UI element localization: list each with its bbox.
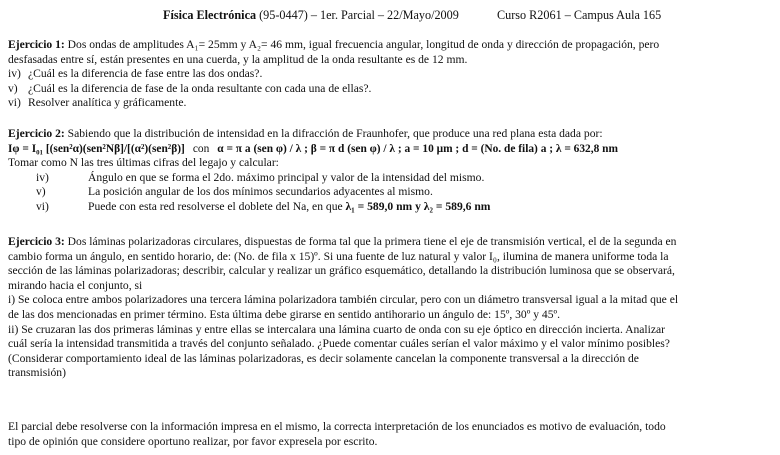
course-room: Curso R2061 – Campus Aula 165 bbox=[497, 8, 662, 22]
exercise-2-item bbox=[8, 185, 774, 200]
footer-line-1: El parcial debe resolverse con la información impresa en el mismo, la correcta interpretación de los enunciados es motivo de evaluación, todo bbox=[8, 420, 666, 433]
exercise-3-part-i-line-2: de las dos mencionadas en primer término. Esta última debe girarse en sentido antihorario un ángulo de: 15º, 30º y 45º. bbox=[8, 307, 561, 321]
item-text: Resolver analítica y gráficamente. bbox=[28, 96, 187, 110]
formula-intensity: Iφ = I₀₁ [(sen²α)(sen²Nβ]/[(α²)(sen²β)] bbox=[8, 142, 185, 155]
item-number: vi) bbox=[8, 96, 21, 110]
item-number: v) bbox=[8, 81, 18, 95]
item-number: v) bbox=[36, 185, 46, 199]
exercise-3-part-ii-line-3: (Considerar comportamiento ideal de las láminas polarizadoras, es decir solamente cancelan la componente transversal a la dirección de bbox=[8, 351, 639, 365]
exercise-3-intro: Dos láminas polarizadoras circulares, dispuestas de forma tal que la primera tiene el eje de transmisión vertical, el de la segunda en bbox=[64, 235, 677, 248]
exercise-3-part-i-line-1: i) Se coloca entre ambos polarizadores una tercera lámina polarizadora también circular, pero con un diámetro transversal igual a la mitad que el bbox=[8, 293, 679, 307]
exercise-1-item bbox=[8, 82, 774, 97]
exam-header bbox=[0, 8, 780, 24]
exercise-3-part-ii-line-1: ii) Se cruzaran las dos primeras láminas y entre ellas se intercalara una lámina cuarto de onda con su eje óptico en dirección incierta. Analizar bbox=[8, 322, 666, 336]
item-number: iv) bbox=[8, 67, 21, 81]
course-name: Física Electrónica bbox=[163, 8, 257, 22]
exercise-3-label: Ejercicio 3: bbox=[8, 235, 65, 248]
exercise-3-part-ii-line-2: cuál sería la intensidad transmitida a través del conjunto señalado. ¿Puede comentar cuáles serían el valor máximo y el valor mínimo posibles? bbox=[8, 337, 670, 351]
formula-parameters: α = π a (sen φ) / λ ; β = π d (sen φ) / λ ; a = 10 μm ; d = (No. de fila) a ; λ = 632,8 nm bbox=[217, 142, 618, 155]
item-number: vi) bbox=[36, 199, 49, 213]
exercise-2 bbox=[8, 127, 774, 215]
exercise-2-item bbox=[8, 171, 774, 186]
item-text: La posición angular de los dos mínimos secundarios adyacentes al mismo. bbox=[88, 185, 433, 199]
sodium-doublet-values: λ₁ = 589,0 nm y λ₂ = 589,6 nm bbox=[345, 199, 491, 213]
header-course-info bbox=[163, 8, 459, 23]
exercise-1-item bbox=[8, 67, 774, 82]
exercise-1-line-1 bbox=[8, 38, 774, 53]
exercise-2-line-1 bbox=[8, 127, 774, 142]
item-text: ¿Cuál es la diferencia de fase entre las dos ondas?. bbox=[28, 67, 263, 81]
item-number: iv) bbox=[36, 170, 49, 184]
exercise-1-item bbox=[8, 96, 774, 111]
partial-info: (95-0447) – 1er. Parcial – 22/Mayo/2009 bbox=[256, 8, 459, 22]
item-text: ¿Cuál es la diferencia de fase de la onda resultante con cada una de ellas?. bbox=[28, 81, 372, 95]
exercise-3-line-2: cambio forma un ángulo, en sentido horario, de: (No. de fila x 15)º. Si una fuente de luz natural y valor I₀, ilumina de manera uniforme toda la bbox=[8, 249, 669, 263]
exercise-2-intro: Sabiendo que la distribución de intensidad en la difracción de Fraunhofer, que produce una red plana esta dada por: bbox=[64, 127, 603, 140]
item-text bbox=[88, 200, 490, 215]
item-text: Ángulo en que se forma el 2do. máximo principal y valor de la intensidad del mismo. bbox=[88, 170, 485, 184]
footer-line-2: tipo de opinión que considere oportuno realizar, por favor expresela por escrito. bbox=[8, 434, 378, 448]
exercise-1-label: Ejercicio 1: bbox=[8, 38, 65, 51]
exercise-2-line-3: Tomar como N las tres últimas cifras del legajo y calcular: bbox=[8, 156, 279, 170]
exercise-1-line-2: desfasadas entre sí, están presentes en una cuerda, y la amplitud de la onda resultante es de 12 mm. bbox=[8, 52, 468, 66]
exercise-3-line-4: mirando hacia el conjunto, si bbox=[8, 278, 143, 292]
intensity-formula bbox=[8, 142, 774, 157]
item-text-plain: Puede con esta red resolverse el doblete del Na, en que bbox=[88, 199, 346, 213]
exercise-3 bbox=[8, 235, 774, 381]
formula-connector: con bbox=[192, 142, 210, 155]
exercise-2-label: Ejercicio 2: bbox=[8, 127, 65, 140]
exercise-1 bbox=[8, 38, 774, 111]
exercise-2-item bbox=[8, 200, 774, 215]
exam-footer-note bbox=[8, 420, 774, 449]
exercise-3-line-3: sección de las láminas polarizadoras; describir, calcular y realizar un gráfico esquemático, detallando la distribución luminosa que se observará, bbox=[8, 264, 675, 278]
exercise-3-line-1 bbox=[8, 235, 774, 250]
exercise-3-part-ii-line-4: transmisión) bbox=[8, 366, 66, 380]
exercise-1-intro: Dos ondas de amplitudes A₁= 25mm y A₂= 46 mm, igual frecuencia angular, longitud de onda y dirección de propagación, pero bbox=[64, 38, 660, 51]
